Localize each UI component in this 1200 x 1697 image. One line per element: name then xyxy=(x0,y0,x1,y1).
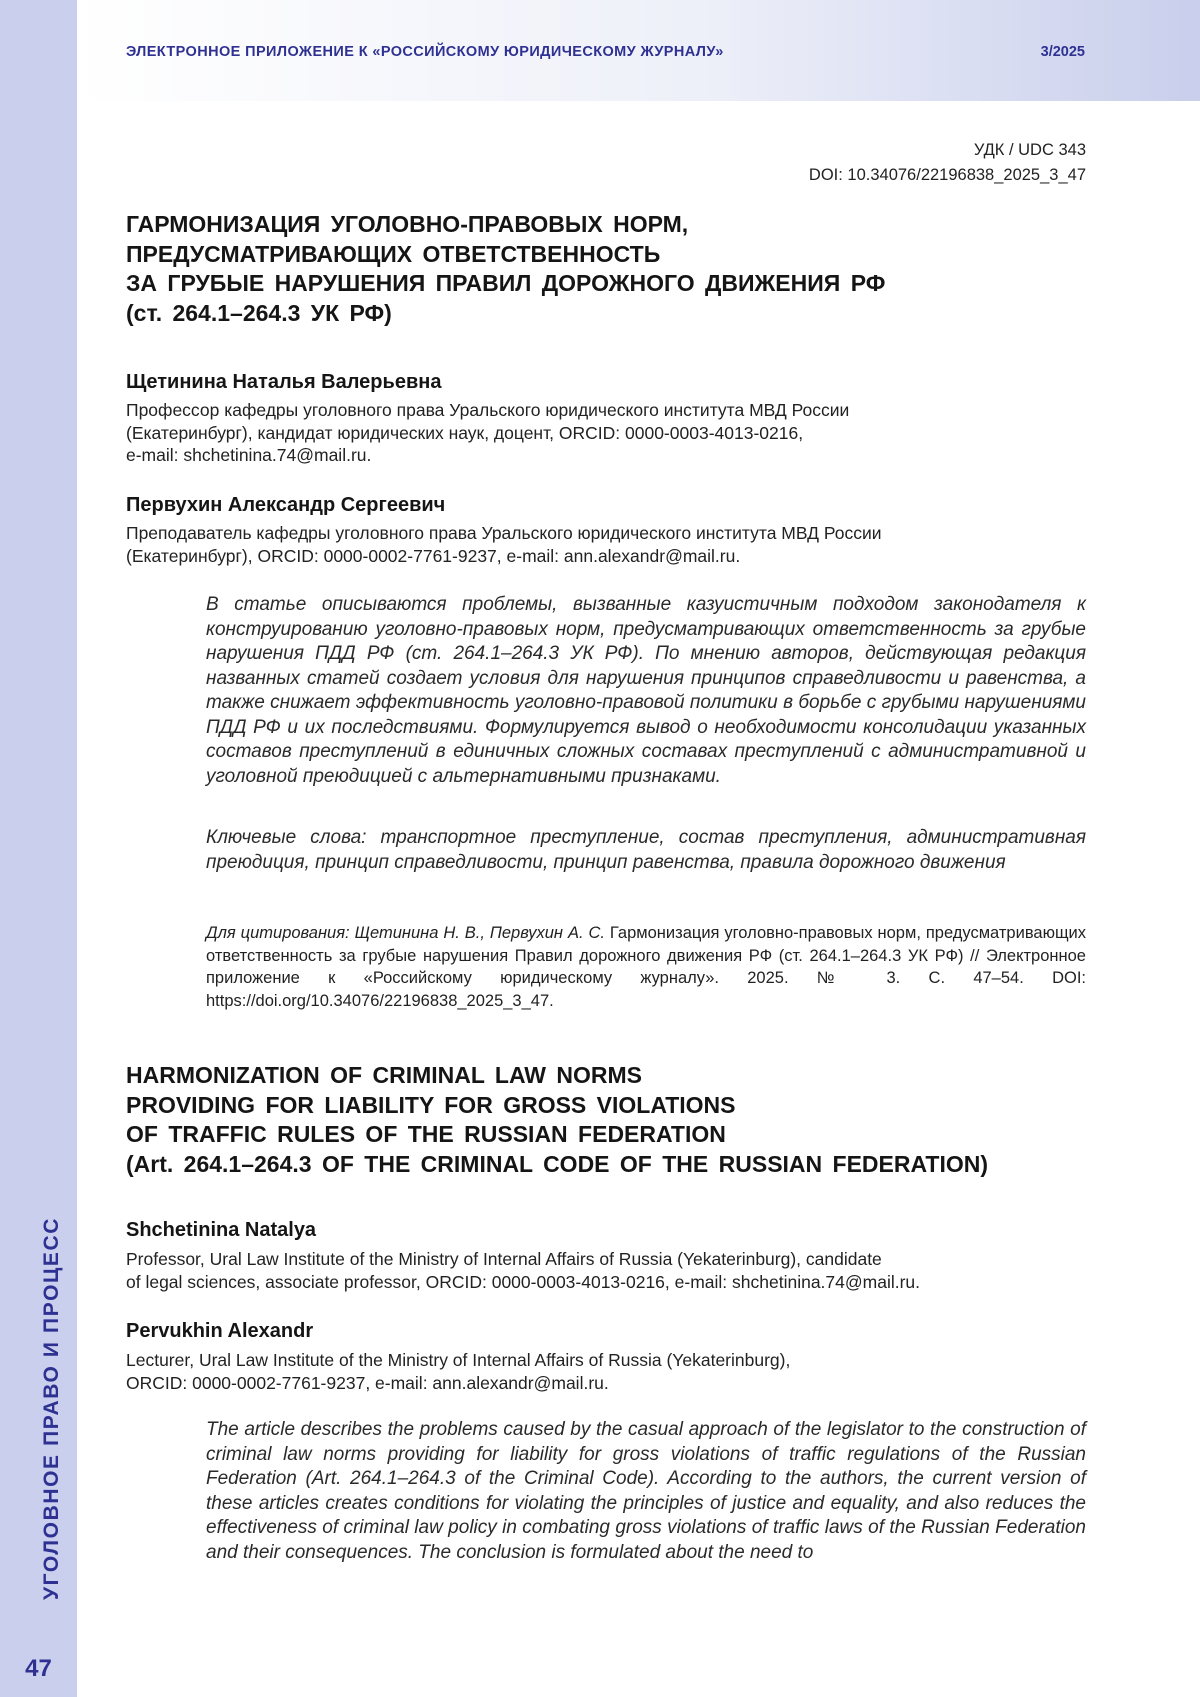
udc-code: УДК / UDC 343 xyxy=(973,141,1086,159)
author-desc-line: e-mail: shchetinina.74@mail.ru. xyxy=(126,445,372,465)
author-desc-line: Преподаватель кафедры уголовного права Уральского юридического института МВД России xyxy=(126,523,882,543)
issue-number: 3/2025 xyxy=(1040,44,1085,60)
journal-title: ЭЛЕКТРОННОЕ ПРИЛОЖЕНИЕ К «РОССИЙСКОМУ ЮРИДИЧЕСКОМУ ЖУРНАЛУ» xyxy=(126,44,724,60)
author-name-en-1: Shchetinina Natalya xyxy=(126,1219,317,1241)
article-meta xyxy=(809,138,1086,188)
title-en-line: OF TRAFFIC RULES OF THE RUSSIAN FEDERATION xyxy=(126,1121,726,1147)
author-name-ru-1: Щетинина Наталья Валерьевна xyxy=(126,371,442,393)
author-desc-ru-2 xyxy=(126,522,1086,567)
author-desc-line: (Екатеринбург), кандидат юридических наук, доцент, ORCID: 0000-0003-4013-0216, xyxy=(126,422,804,443)
title-en-line: HARMONIZATION OF CRIMINAL LAW NORMS xyxy=(126,1062,642,1088)
keywords-ru: Ключевые слова: транспортное преступление, состав преступления, административная преюдиция, принцип справедливости, принцип равенства, правила дорожного движения xyxy=(206,827,1086,873)
title-ru-line: ЗА ГРУБЫЕ НАРУШЕНИЯ ПРАВИЛ ДОРОЖНОГО ДВИЖЕНИЯ РФ xyxy=(126,270,886,296)
author-desc-line: Lecturer, Ural Law Institute of the Ministry of Internal Affairs of Russia (Yekaterinburg), xyxy=(126,1350,791,1370)
author-desc-en-2 xyxy=(126,1349,1086,1394)
author-name-en-2: Pervukhin Alexandr xyxy=(126,1320,314,1342)
title-ru-line: ПРЕДУСМАТРИВАЮЩИХ ОТВЕТСТВЕННОСТЬ xyxy=(126,240,661,267)
citation-label: Для цитирования: Щетинина Н. В., Первухин А. С. xyxy=(206,924,605,942)
author-desc-line: Professor, Ural Law Institute of the Ministry of Internal Affairs of Russia (Yekaterinburg), candidate xyxy=(126,1249,882,1269)
author-desc-line: ORCID: 0000-0002-7761-9237, e-mail: ann.alexandr@mail.ru. xyxy=(126,1372,609,1393)
author-desc-line: of legal sciences, associate professor, ORCID: 0000-0003-4013-0216, e-mail: shchetinina.74@mail.ru. xyxy=(126,1271,921,1292)
title-en-line: (Art. 264.1–264.3 OF THE CRIMINAL CODE OF THE RUSSIAN FEDERATION) xyxy=(126,1150,988,1177)
author-desc-ru-1 xyxy=(126,399,1086,467)
section-title: УГОЛОВНОЕ ПРАВО И ПРОЦЕСС xyxy=(40,1216,63,1600)
author-desc-line: (Екатеринбург), ORCID: 0000-0002-7761-9237, e-mail: ann.alexandr@mail.ru. xyxy=(126,545,741,566)
citation-text: Гармонизация уголовно-правовых норм, предусматривающих ответственность за грубые нарушения Правил дорожного движения РФ (ст. 264.1–264.3 УК РФ) // Электронное приложение к «Российскому юридическому журналу». 2025. № 3. С. 47–54. DOI: https://doi.org/10.34076/22196838_2025_3_47. xyxy=(206,924,1086,1010)
sidebar xyxy=(0,0,77,1697)
author-desc-en-1 xyxy=(126,1248,1086,1293)
abstract-ru: В статье описываются проблемы, вызванные казуистичным подходом законодателя к конструированию уголовно-правовых норм, предусматривающих ответственность за грубые нарушения ПДД РФ (ст. 264.1–264.3 УК РФ). По мнению авторов, действующая редакция названных статей создает условия для нарушения принципов справедливости и равенства, а также снижает эффективность уголовно-правовой политики в борьбе с грубыми нарушениями ПДД РФ и их последствиями. Формулируется вывод о необходимости консолидации указанных составов преступлений в единичных сложных составах преступлений с административной и уголовной преюдицией с альтернативными признаками. xyxy=(206,594,1086,787)
title-ru-line: ГАРМОНИЗАЦИЯ УГОЛОВНО-ПРАВОВЫХ НОРМ, xyxy=(126,211,689,237)
title-en xyxy=(126,1061,1086,1179)
title-ru-line: (ст. 264.1–264.3 УК РФ) xyxy=(126,299,392,326)
doi: DOI: 10.34076/22196838_2025_3_47 xyxy=(808,166,1086,184)
title-ru xyxy=(126,210,1086,328)
title-en-line: PROVIDING FOR LIABILITY FOR GROSS VIOLATIONS xyxy=(126,1091,736,1118)
page-number: 47 xyxy=(25,1655,52,1682)
author-desc-line: Профессор кафедры уголовного права Уральского юридического института МВД России xyxy=(126,400,850,420)
abstract-en: The article describes the problems caused by the casual approach of the legislator to the construction of criminal law norms providing for liability for gross violations of traffic regulations of the Russian Federation (Art. 264.1–264.3 of the Criminal Code). According to the authors, the current version of these articles creates conditions for violating the principles of justice and equality, and also reduces the effectiveness of criminal law policy in combating gross violations of traffic laws of the Russian Federation and their consequences. The conclusion is formulated about the need to xyxy=(206,1419,1086,1563)
author-name-ru-2: Первухин Александр Сергеевич xyxy=(126,494,446,516)
citation xyxy=(206,922,1086,1012)
page-header xyxy=(77,0,1200,101)
